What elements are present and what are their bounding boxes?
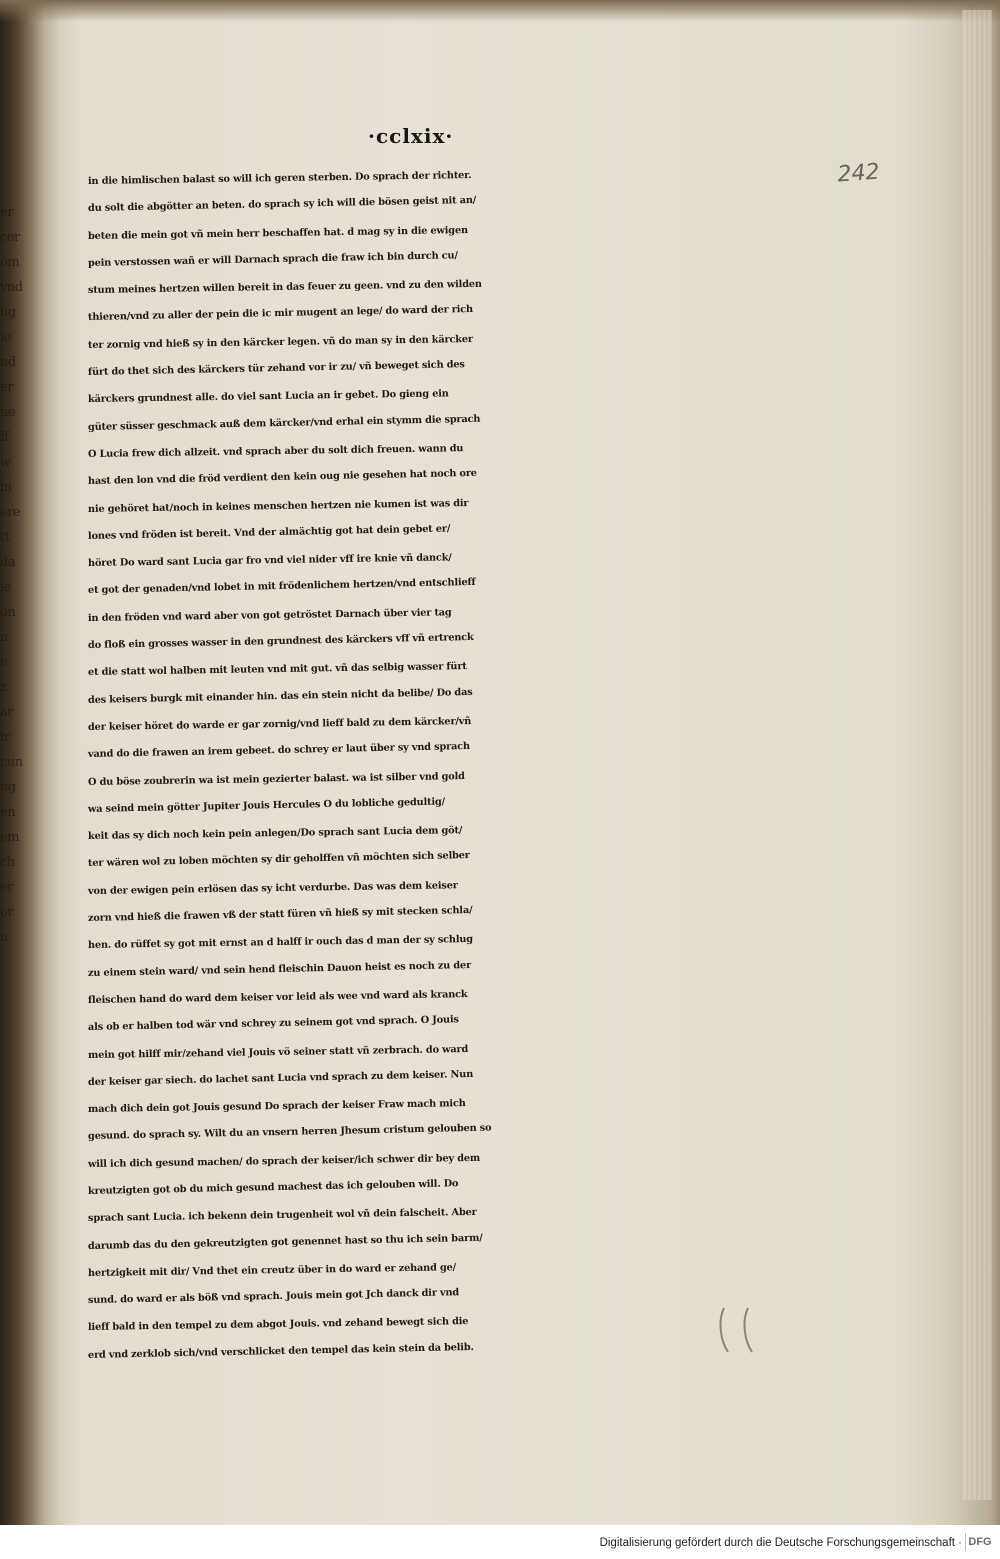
facing-page-text: nd [0, 355, 16, 370]
dfg-logo: DFG [965, 1533, 994, 1551]
text-line: in die himlischen balast so will ich geren sterben. Do sprach der richter. [87, 169, 472, 187]
footer-credit: Digitalisierung gefördert durch die Deutsche Forschungsgemeinschaft · [599, 1537, 962, 1549]
text-line: zu einem stein ward/ vnd sein hend fleischin Dauon heist es noch zu der [87, 959, 472, 979]
facing-page-text: n [0, 930, 8, 945]
facing-page-text: om [0, 255, 20, 270]
text-line: hast den lon vnd die fröd verdient den kein oug nie gesehen hat noch ore [87, 468, 477, 488]
facing-page-text: ng [0, 780, 16, 795]
facing-page-text: ere [0, 505, 21, 520]
facing-page-text: ff [0, 430, 9, 445]
facing-page-text: ar [0, 705, 13, 720]
text-line: darumb das du den gekreutzigten got genennet hast so thu ich sein barm/ [87, 1232, 483, 1252]
text-line: des keisers burgk mit einander hin. das ein stein nicht da belibe/ Do das [87, 686, 473, 706]
text-line: hertzigkeit mit dir/ Vnd thet ein creutz über in do ward er zehand ge/ [87, 1262, 457, 1279]
text-line: beten die mein got vñ mein herr beschaffen hat. d mag sy in die ewigen [87, 224, 468, 242]
facing-page-text: ch [0, 855, 15, 870]
text-line: thieren/vnd zu aller der pein die ic mir mugent an lege/ do ward der rich [87, 304, 474, 324]
text-line: mein got hilff mir/zehand viel Jouis vö seiner statt vñ zerbrach. do ward [87, 1043, 469, 1061]
text-line: ter zornig vnd hieß sy in den kärcker legen. vñ do man sy in den kärcker [87, 333, 473, 351]
text-line: der keiser gar siech. do lachet sant Lucia vnd sprach zu dem keiser. Nun [87, 1068, 474, 1088]
facing-page-text: ne [0, 405, 16, 420]
main-text-block [87, 168, 758, 1361]
facing-page-text: or [0, 905, 14, 920]
folio-number: ·cclxix· [368, 124, 454, 148]
text-line: pein verstossen wañ er will Darnach sprach die fraw ich bin durch cu/ [87, 250, 458, 269]
text-line: keit das sy dich noch kein pein anlegen/Do sprach sant Lucia dem göt/ [87, 825, 463, 843]
facing-page-text: n [0, 630, 8, 645]
facing-page-text: ir [0, 730, 10, 745]
facing-page-text: on [0, 605, 16, 620]
text-line: kärckers grundnest alle. do viel sant Lucia an ir gebet. Do gieng ein [87, 388, 449, 406]
text-line: sund. do ward er als böß vnd sprach. Jouis mein got Jch danck dir vnd [87, 1287, 460, 1307]
text-line: stum meines hertzen willen bereit in das feuer zu geen. vnd zu den wilden [87, 279, 482, 297]
text-line: ter wären wol zu loben möchten sy dir geholffen vñ möchten sich selber [87, 850, 470, 870]
text-line: erd vnd zerklob sich/vnd verschlicket den tempel das kein stein da belib. [87, 1341, 474, 1361]
text-line: höret Do ward sant Lucia gar fro vnd viel nider vff ire knie vñ danck/ [87, 552, 452, 570]
text-line: als ob er halben tod wär vnd schrey zu seinem got vnd sprach. O Jouis [87, 1014, 459, 1034]
text-line: hen. do rüffet sy got mit ernst an d halff ir ouch das d man der sy schlug [87, 934, 473, 952]
facing-page-text: z [0, 680, 7, 695]
text-line: vand do die frawen an irem gebeet. do schrey er laut über sy vnd sprach [87, 741, 470, 761]
text-line: O du böse zoubrerin wa ist mein gezierter balast. wa ist silber vnd gold [87, 770, 465, 788]
pencil-mark-icon [714, 1300, 774, 1360]
text-line: fleischen hand do ward dem keiser vor leid als wee vnd ward als kranck [87, 988, 468, 1006]
text-line: fürt do thet sich des kärckers tür zehand vor ir zu/ vñ beweget sich des [87, 359, 465, 379]
text-line: will ich dich gesund machen/ do sprach der keiser/ich schwer dir bey dem [87, 1152, 481, 1170]
facing-page-text: ug [0, 305, 16, 320]
text-line: do floß ein grosses wasser in den grundnest des kärckers vff vñ ertrenck [87, 631, 474, 652]
facing-page-text: in [0, 480, 12, 495]
facing-page-text: cun [0, 755, 23, 770]
text-line: nie gehöret hat/noch in keines menschen hertzen nie kumen ist was dir [87, 497, 469, 515]
facing-page-text: w [0, 455, 11, 470]
facing-page-text: da [0, 555, 16, 570]
facing-page-text: en [0, 805, 16, 820]
text-line: et got der genaden/vnd lobet in mit frödenlichem hertzen/vnd entschlieff [87, 577, 476, 597]
text-line: et die statt wol halben mit leuten vnd mit gut. vñ das selbig wasser fürt [87, 661, 467, 679]
facing-page-text: er [0, 380, 13, 395]
text-line: güter süsser geschmack auß dem kärcker/vnd erhal ein stymm die sprach [87, 413, 481, 433]
text-line: gesund. do sprach sy. Wilt du an vnsern herren Jhesum cristum gelouben so [87, 1122, 492, 1143]
facing-page-text: tt [0, 530, 10, 545]
facing-page-text: ie [0, 330, 11, 345]
facing-page-text: er [0, 880, 13, 895]
text-line: wa seind mein götter Jupiter Jouis Hercules O du lobliche gedultig/ [87, 796, 446, 815]
facing-page-text: e [0, 655, 8, 670]
facing-page-text: vnd [0, 280, 23, 295]
text-line: O Lucia frew dich allzeit. vnd sprach aber du solt dich freuen. wann du [87, 443, 464, 460]
text-line: du solt die abgötter an beten. do sprach sy ich will die bösen geist nit an/ [87, 195, 477, 215]
text-line: lieff bald in den tempel zu dem abgot Jouis. vnd zehand bewegt sich die [87, 1316, 469, 1334]
facing-page-text: ie [0, 580, 11, 595]
text-line: zorn vnd hieß die frawen vß der statt füren vñ hieß sy mit stecken schla/ [87, 904, 473, 925]
page-top-edge [0, 0, 1000, 22]
page-edges [962, 10, 992, 1500]
text-line: von der ewigen pein erlösen das sy icht verdurbe. Das was dem keiser [87, 879, 458, 897]
facing-page-fragment [0, 200, 40, 960]
text-line: in den fröden vnd ward aber von got getröstet Darnach über vier tag [87, 607, 452, 624]
footer-bar [0, 1525, 1000, 1559]
text-line: kreutzigten got ob du mich gesund machest das ich gelouben will. Do [87, 1178, 459, 1197]
handwritten-page-number: 242 [836, 159, 881, 188]
facing-page-text: er [0, 205, 13, 220]
text-line: sprach sant Lucia. ich bekenn dein trugenheit wol vñ dein falscheit. Aber [87, 1207, 477, 1225]
facing-page-text: em [0, 830, 20, 845]
text-line: der keiser höret do warde er gar zornig/vnd lieff bald zu dem kärcker/vñ [87, 715, 472, 733]
facing-page-text: cer [0, 230, 20, 245]
text-line: lones vnd fröden ist bereit. Vnd der almächtig got hat dein gebet er/ [87, 523, 451, 542]
text-line: mach dich dein got Jouis gesund Do sprach der keiser Fraw mach mich [87, 1098, 466, 1116]
